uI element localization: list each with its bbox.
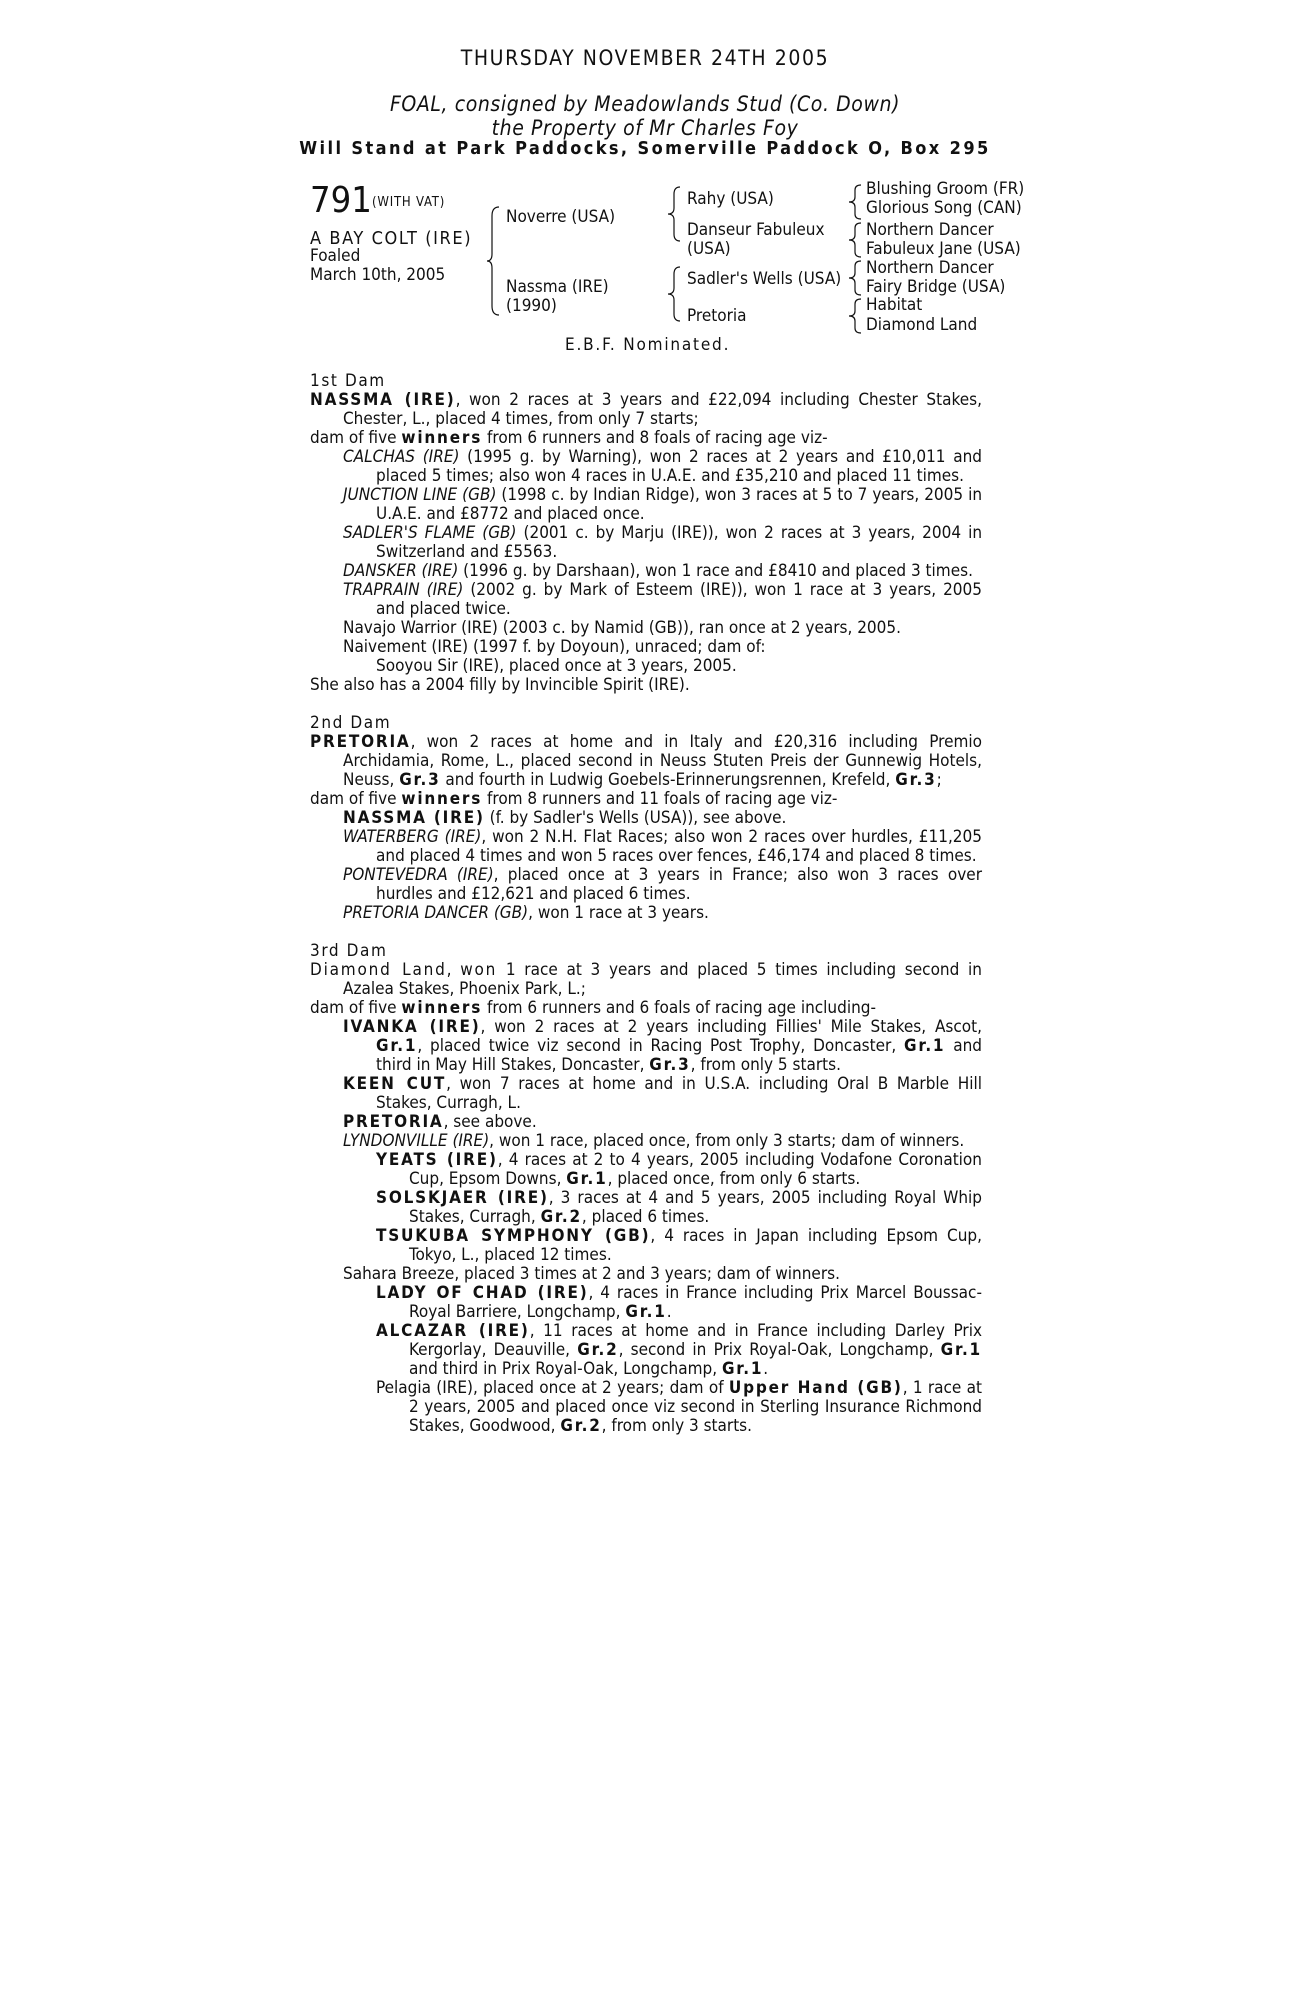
third-dam-heading: 3rd Dam (310, 941, 388, 961)
produce-entry: WATERBERG (IRE), won 2 N.H. Flat Races; also won 2 races over hurdles, £11,205 and placed 4 times and won 5 races over fences, £46,174 and placed 8 times. (343, 827, 982, 866)
dam-name: NASSMA (IRE) (310, 390, 456, 410)
produce-entry-grandchild: LADY OF CHAD (IRE), 4 races in France including Prix Marcel Boussac-Royal Barriere, Longchamp, Gr.1. (376, 1283, 982, 1322)
produce-entry-grandchild: Pelagia (IRE), placed once at 2 years; dam of Upper Hand (GB), 1 race at 2 years, 2005 and placed once viz second in Sterling Insurance Richmond Stakes, Goodwood, Gr.2, from only 3 starts. (376, 1378, 982, 1436)
produce-entry-grandchild: YEATS (IRE), 4 races at 2 to 4 years, 2005 including Vodafone Coronation Cup, Epsom Downs, Gr.1, placed once, from only 6 starts. (376, 1150, 982, 1189)
pedigree-dam-name: Nassma (IRE) (506, 277, 609, 297)
third-dam-section (310, 942, 982, 1436)
first-dam-summary: NASSMA (IRE), won 2 races at 3 years and £22,094 including Chester Stakes, Chester, L., placed 4 times, from only 7 starts; (310, 390, 983, 429)
pedigree-ssd: Glorious Song (CAN) (866, 198, 1022, 218)
pedigree-bracket-ss (848, 184, 862, 220)
pedigree-dsd: Fairy Bridge (USA) (866, 277, 1006, 297)
pedigree-sire: Noverre (USA) (506, 207, 616, 227)
second-dam-produce-intro: dam of five winners from 8 runners and 11 foals of racing age viz- (310, 789, 838, 809)
pedigree-sire-dam-name: Danseur Fabuleux (687, 220, 825, 240)
pedigree-bracket-sire (667, 186, 681, 242)
produce-entry: Navajo Warrior (IRE) (2003 c. by Namid (GB)), ran once at 2 years, 2005. (343, 618, 901, 638)
lot-number: 791 (310, 180, 372, 221)
horse-description: A BAY COLT (IRE) (310, 228, 473, 249)
pedigree-bracket-main (486, 206, 500, 316)
first-dam-heading: 1st Dam (310, 371, 386, 391)
produce-record (310, 372, 982, 1436)
produce-entry-grandchild: ALCAZAR (IRE), 11 races at home and in France including Darley Prix Kergorlay, Deauville, Gr.2, second in Prix Royal-Oak, Longchamp, Gr.1 and third in Prix Royal-Oak, Longchamp, Gr.1. (376, 1321, 982, 1379)
produce-entry: JUNCTION LINE (GB) (1998 c. by Indian Ridge), won 3 races at 5 to 7 years, 2005 in U.A.E. and £8772 and placed once. (343, 485, 983, 524)
consignor-line: FOAL, consigned by Meadowlands Stud (Co. Down) (389, 92, 901, 116)
produce-entry: NASSMA (IRE) (f. by Sadler's Wells (USA)), see above. (343, 808, 787, 828)
consignor-block (0, 92, 1290, 140)
pedigree-bracket-ds (848, 260, 862, 296)
third-dam-produce-intro: dam of five winners from 6 runners and 6 foals of racing age including- (310, 998, 877, 1018)
produce-entry-grandchild: TSUKUBA SYMPHONY (GB), 4 races in Japan including Epsom Cup, Tokyo, L., placed 12 times. (376, 1226, 982, 1265)
foaled-label: Foaled (310, 246, 361, 266)
pedigree-ddd: Diamond Land (866, 315, 978, 335)
third-dam-summary: Diamond Land, won 1 race at 3 years and placed 5 times including second in Azalea Stakes, Phoenix Park, L.; (310, 960, 982, 999)
pedigree-dam-year: (1990) (506, 296, 557, 316)
pedigree-sdd: Fabuleux Jane (USA) (866, 239, 1021, 259)
foaled-info (310, 247, 445, 285)
pedigree-sds: Northern Dancer (866, 220, 994, 240)
first-dam-section (310, 372, 982, 695)
produce-entry: PRETORIA DANCER (GB), won 1 race at 3 years. (343, 903, 709, 923)
sale-date: THURSDAY NOVEMBER 24TH 2005 (460, 46, 830, 70)
produce-entry: LYNDONVILLE (IRE), won 1 race, placed once, from only 3 starts; dam of winners. (343, 1131, 965, 1151)
produce-entry: Sahara Breeze, placed 3 times at 2 and 3 years; dam of winners. (343, 1264, 840, 1284)
vat-note: (WITH VAT) (372, 195, 446, 210)
produce-entry: DANSKER (IRE) (1996 g. by Darshaan), won 1 race and £8410 and placed 3 times. (343, 561, 973, 581)
property-line: the Property of Mr Charles Foy (491, 116, 799, 140)
produce-entry: IVANKA (IRE), won 2 races at 2 years including Fillies' Mile Stakes, Ascot, Gr.1, placed twice viz second in Racing Post Trophy, Doncaster, Gr.1 and third in May Hill Stakes, Doncaster, Gr.3, from only 5 starts. (343, 1017, 982, 1075)
filly-note: She also has a 2004 filly by Invincible Spirit (IRE). (310, 675, 690, 695)
pedigree-dam (506, 278, 609, 316)
second-dam-summary: PRETORIA, won 2 races at home and in Italy and £20,316 including Premio Archidamia, Rome, L., placed second in Neuss Stuten Preis der Gunnewig Hotels, Neuss, Gr.3 and fourth in Ludwig Goebels-Erinnerungsrennen, Krefeld, Gr.3; (310, 732, 982, 790)
produce-entry-grandchild: Sooyou Sir (IRE), placed once at 3 years, 2005. (376, 656, 737, 676)
produce-entry: KEEN CUT, won 7 races at home and in U.S.A. including Oral B Marble Hill Stakes, Curragh, L. (343, 1074, 982, 1113)
pedigree-dss: Northern Dancer (866, 258, 994, 278)
pedigree-dds: Habitat (866, 295, 923, 315)
pedigree-bracket-sd (848, 222, 862, 258)
produce-entry: SADLER'S FLAME (GB) (2001 c. by Marju (IRE)), won 2 races at 3 years, 2004 in Switzerland and £5563. (343, 523, 983, 562)
pedigree-sire-dam-country: (USA) (687, 239, 731, 259)
pedigree-dam-sire: Sadler's Wells (USA) (687, 269, 842, 289)
pedigree-bracket-dd (848, 298, 862, 334)
winners-label: winners (401, 428, 483, 448)
pedigree-sss: Blushing Groom (FR) (866, 179, 1025, 199)
ebf-nomination: E.B.F. Nominated. (565, 335, 731, 355)
produce-entry: PONTEVEDRA (IRE), placed once at 3 years in France; also won 3 races over hurdles and £12,621 and placed 6 times. (343, 865, 982, 904)
produce-entry: PRETORIA, see above. (343, 1112, 537, 1132)
pedigree-dam-dam: Pretoria (687, 306, 747, 326)
foaled-date: March 10th, 2005 (310, 265, 446, 285)
second-dam-heading: 2nd Dam (310, 713, 392, 733)
produce-entry-grandchild: SOLSKJAER (IRE), 3 races at 4 and 5 years, 2005 including Royal Whip Stakes, Curragh, Gr.2, placed 6 times. (376, 1188, 982, 1227)
stabling-line: Will Stand at Park Paddocks, Somerville Paddock O, Box 295 (299, 138, 991, 159)
produce-entry: CALCHAS (IRE) (1995 g. by Warning), won 2 races at 2 years and £10,011 and placed 5 times; also won 4 races in U.A.E. and £35,210 and placed 11 times. (343, 447, 982, 486)
pedigree-sire-sire: Rahy (USA) (687, 189, 774, 209)
second-dam-section (310, 714, 982, 923)
pedigree-sire-dam (687, 221, 825, 259)
produce-entry: Naivement (IRE) (1997 f. by Doyoun), unraced; dam of: (343, 637, 766, 657)
first-dam-produce-intro: dam of five winners from 6 runners and 8 foals of racing age viz- (310, 428, 828, 448)
produce-entry: TRAPRAIN (IRE) (2002 g. by Mark of Esteem (IRE)), won 1 race at 3 years, 2005 and placed twice. (343, 580, 982, 619)
pedigree-bracket-dam (667, 266, 681, 322)
